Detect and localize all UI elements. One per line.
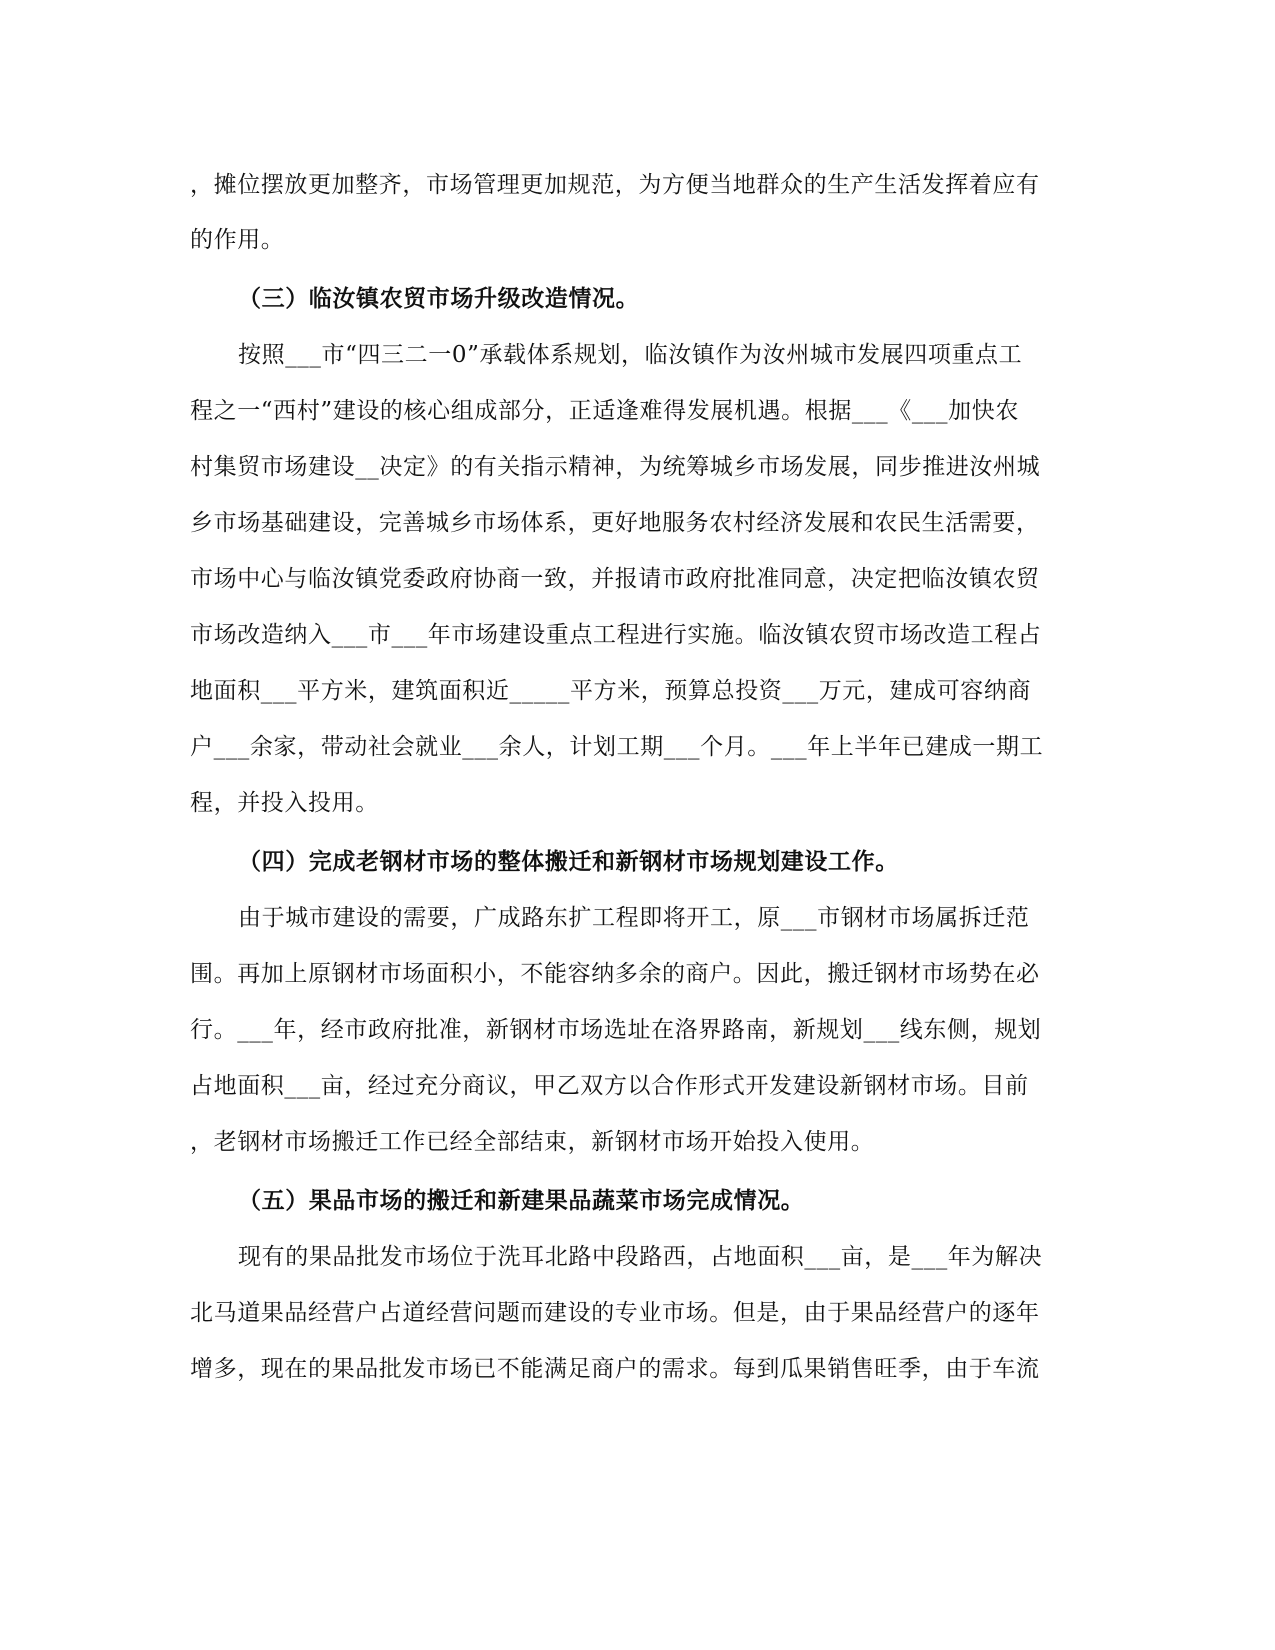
paragraph-line: 北马道果品经营户占道经营问题而建设的专业市场。但是，由于果品经营户的逐年	[190, 1300, 1040, 1326]
section-heading-4: （四）完成老钢材市场的整体搬迁和新钢材市场规划建设工作。	[238, 848, 899, 875]
paragraph-line: 村集贸市场建设__决定》的有关指示精神，为统筹城乡市场发展，同步推进汝州城	[190, 454, 1041, 480]
paragraph-line: 乡市场基础建设，完善城乡市场体系，更好地服务农村经济发展和农民生活需要，	[190, 510, 1040, 536]
paragraph-line: 户___余家，带动社会就业___余人，计划工期___个月。___年上半年已建成一期工	[190, 734, 1044, 760]
paragraph-line: 占地面积___亩，经过充分商议，甲乙双方以合作形式开发建设新钢材市场。目前	[190, 1073, 1029, 1099]
paragraph-line: ，摊位摆放更加整齐，市场管理更加规范，为方便当地群众的生产生活发挥着应有	[190, 172, 1040, 198]
paragraph-line: 行。___年，经市政府批准，新钢材市场选址在洛界路南，新规划___线东侧，规划	[190, 1017, 1042, 1043]
paragraph-line: 的作用。	[190, 227, 285, 253]
section-heading-5: （五）果品市场的搬迁和新建果品蔬菜市场完成情况。	[238, 1187, 805, 1214]
paragraph-line: 现有的果品批发市场位于洗耳北路中段路西，占地面积___亩，是___年为解决	[238, 1244, 1043, 1270]
paragraph-line: 程之一“西村”建设的核心组成部分，正适逢难得发展机遇。根据___《___加快农	[190, 398, 1019, 424]
paragraph-line: 地面积___平方米，建筑面积近_____平方米，预算总投资___万元，建成可容纳商	[190, 678, 1032, 704]
section-heading-3: （三）临汝镇农贸市场升级改造情况。	[238, 285, 640, 312]
paragraph-line: 按照___市“四三二一0”承载体系规划，临汝镇作为汝州城市发展四项重点工	[238, 342, 1023, 368]
paragraph-line: ，老钢材市场搬迁工作已经全部结束，新钢材市场开始投入使用。	[190, 1129, 875, 1155]
paragraph-line: 围。再加上原钢材市场面积小，不能容纳多余的商户。因此，搬迁钢材市场势在必	[190, 961, 1040, 987]
paragraph-line: 由于城市建设的需要，广成路东扩工程即将开工，原___市钢材市场属拆迁范	[238, 905, 1030, 931]
paragraph-line: 增多，现在的果品批发市场已不能满足商户的需求。每到瓜果销售旺季，由于车流	[190, 1356, 1040, 1382]
paragraph-line: 市场中心与临汝镇党委政府协商一致，并报请市政府批准同意，决定把临汝镇农贸	[190, 566, 1040, 592]
paragraph-line: 程，并投入投用。	[190, 790, 379, 816]
paragraph-line: 市场改造纳入___市___年市场建设重点工程进行实施。临汝镇农贸市场改造工程占	[190, 622, 1042, 648]
